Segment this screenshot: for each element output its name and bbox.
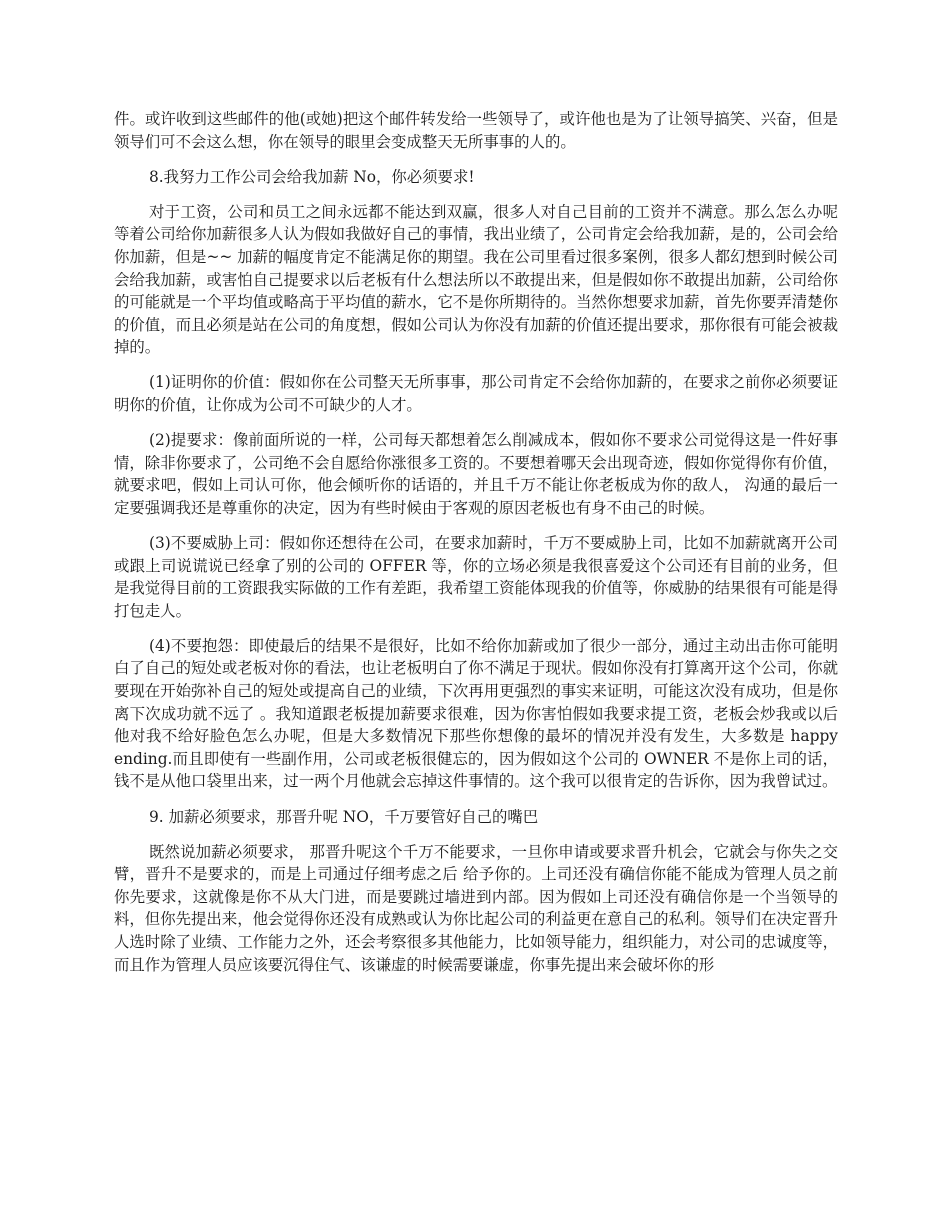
paragraph-continued: 件。或许收到这些邮件的他(或她)把这个邮件转发给一些领导了，或许他也是为了让领导搞笑、兴奋，但是领导们可不会这么想，你在领导的眼里会变成整天无所事事的人的。 [114, 110, 838, 151]
document-page [114, 108, 838, 989]
paragraph-promotion: 既然说加薪必须要求， 那晋升呢这个千万不能要求，一旦你申请或要求晋升机会，它就会与你失之交臂，晋升不是要求的，而是上司通过仔细考虑之后 给予你的。上司还没有确信你能不能成为管理人员之前你先要求，这就像是你不从大门进，而是要跳过墙进到内部。因为假如上司还没有确信你是一个当领导的料，但你先提出来，他会觉得你还没有成熟或认为你比起公司的利益更在意自己的私利。领导们在决定晋升人选时除了业绩、工作能力之外，还会考察很多其他能力，比如领导能力，组织能力，对公司的忠诚度等，而且作为管理人员应该要沉得住气、该谦虚的时候需要谦虚，你事先提出来会破坏你的形 [114, 842, 838, 974]
paragraph-point-1: (1)证明你的价值：假如你在公司整天无所事事，那公司肯定不会给你加薪的，在要求之前你必须要证明你的价值，让你成为公司不可缺少的人才。 [114, 373, 838, 415]
paragraph-point-3: (3)不要威胁上司：假如你还想待在公司，在要求加薪时，千万不要威胁上司，比如不加薪就离开公司或跟上司说谎说已经拿了别的公司的 OFFER 等，你的立场必须是我很喜爱这个公司还有目前的业务，但是我觉得目前的工资跟我实际做的工作有差距，我希望工资能体现我的价值等，你威胁的结果很有可能是得打包走人。 [114, 534, 838, 620]
paragraph-salary: 对于工资，公司和员工之间永远都不能达到双赢，很多人对自己目前的工资并不满意。那么怎么办呢等着公司给你加薪很多人认为假如我做好自己的事情，我出业绩了，公司肯定会给我加薪，是的，公司会给你加薪，但是~~ 加薪的幅度肯定不能满足你的期望。我在公司里看过很多案例，很多人都幻想到时候公司会给我加薪，或害怕自己提要求以后老板有什么想法所以不敢提出来，但是假如你不敢提出加薪，公司给你的可能就是一个平均值或略高于平均值的薪水，它不是你所期待的。当然你想要求加薪，首先你要弄清楚你的价值，而且必须是站在公司的角度想，假如公司认为你没有加薪的价值还提出要求，那你很有可能会被裁掉的。 [114, 202, 838, 357]
section-heading-8: 8.我努力工作公司会给我加薪 No，你必须要求! [149, 167, 475, 186]
paragraph-point-4: (4)不要抱怨：即使最后的结果不是很好，比如不给你加薪或加了很少一部分，通过主动出击你可能明白了自己的短处或老板对你的看法，也让老板明白了你不满足于现状。假如你没有打算离开这个公司，你就要现在开始弥补自己的短处或提高自己的业绩，下次再用更强烈的事实来证明，可能这次没有成功，但是你离下次成功就不远了 。我知道跟老板提加薪要求很难，因为你害怕假如我要求提工资，老板会炒我或以后他对我不给好脸色怎么办呢，但是大多数情况下那些你想像的最坏的情况并没有发生，大多数是 happy ending.而且即使有一些副作用，公司或老板很健忘的，因为假如这个公司的 OWNER 不是你上司的话，钱不是从他口袋里出来，过一两个月他就会忘掉这件事情的。这个我可以很肯定的告诉你，因为我曾试过。 [114, 636, 838, 791]
paragraph-point-2: (2)提要求：像前面所说的一样，公司每天都想着怎么削减成本，假如你不要求公司觉得这是一件好事情，除非你要求了，公司绝不会自愿给你涨很多工资的。不要想着哪天会出现奇迹，假如你觉得你有价值，就要求吧，假如上司认可你，他会倾听你的话语的，并且千万不能让你老板成为你的敌人， 沟通的最后一定要强调我还是尊重你的决定，因为有些时候由于客观的原因老板也有身不由己的时候。 [114, 431, 838, 517]
section-heading-9: 9. 加薪必须要求，那晋升呢 NO，千万要管好自己的嘴巴 [149, 807, 539, 826]
